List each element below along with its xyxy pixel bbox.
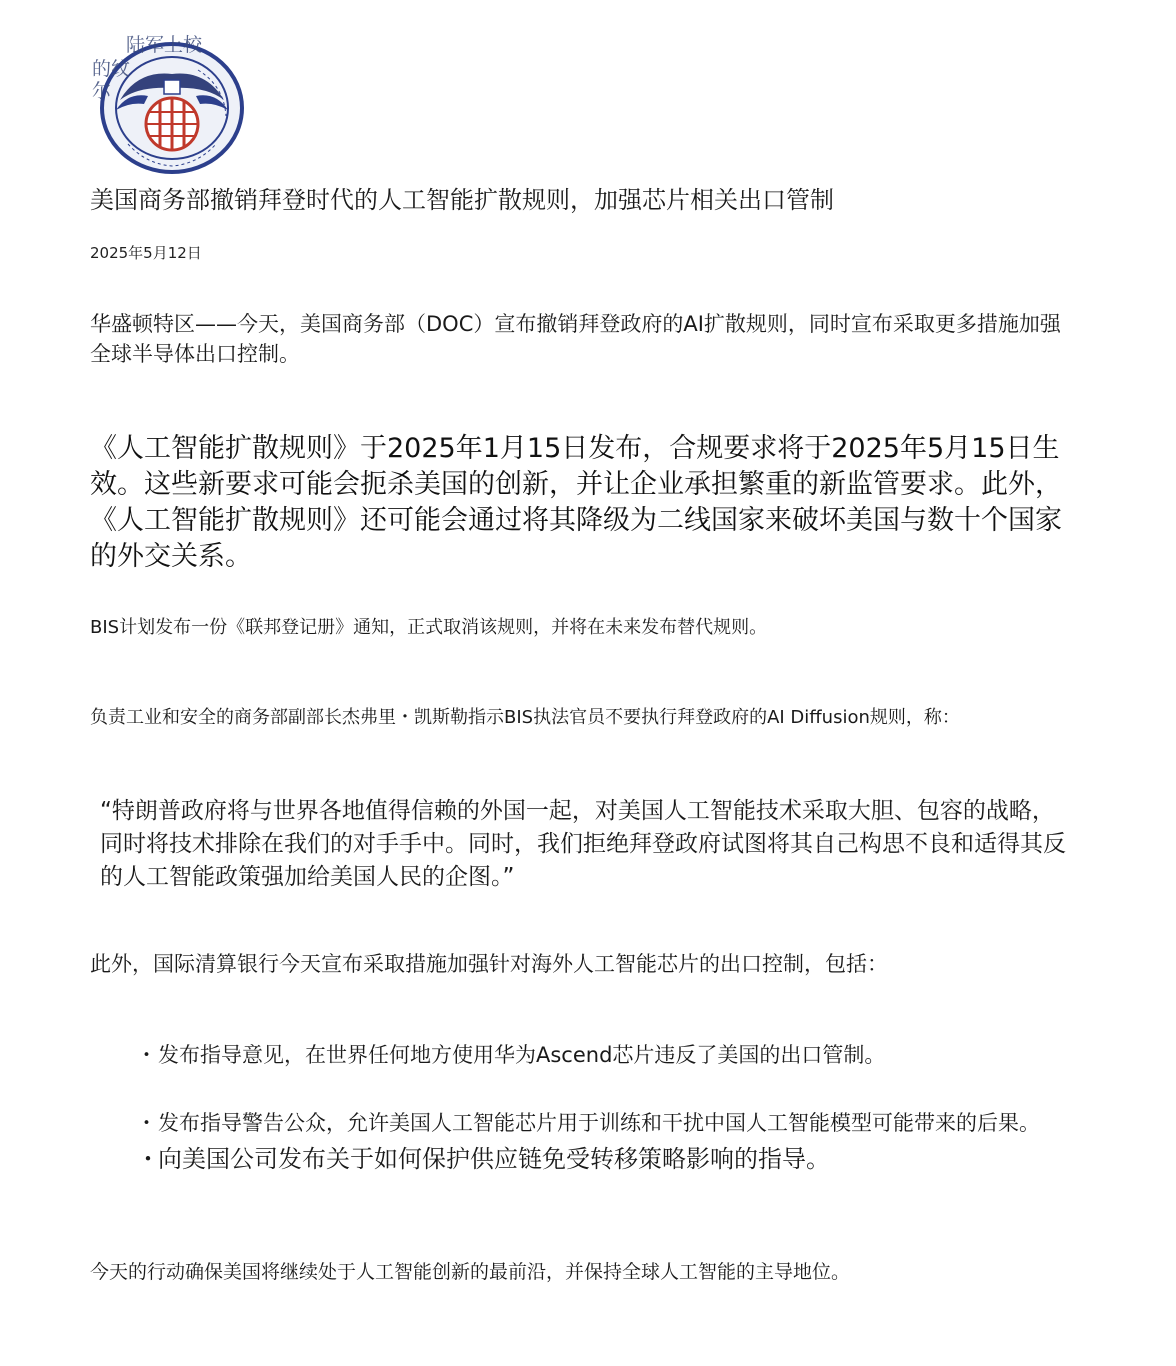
list-item-text: 发布指导警告公众，允许美国人工智能芯片用于训练和干扰中国人工智能模型可能带来的后果。: [158, 1111, 1040, 1135]
seal-overlay-line: 尔: [92, 80, 112, 102]
article-date: 2025年5月12日: [90, 244, 202, 262]
paragraph-closing: 今天的行动确保美国将继续处于人工智能创新的最前沿，并保持全球人工智能的主导地位。: [90, 1261, 851, 1283]
article-title: 美国商务部撤销拜登时代的人工智能扩散规则，加强芯片相关出口管制: [90, 186, 834, 214]
list-item: [132, 1108, 1072, 1138]
bullet-dot-icon: ・: [136, 1043, 157, 1067]
bullet-dot-icon: ・: [136, 1145, 160, 1173]
measures-list: [132, 1040, 1072, 1176]
seal-overlay-text: [92, 34, 252, 104]
paragraph-bis-plan: BIS计划发布一份《联邦登记册》通知，正式取消该规则，并将在未来发布替代规则。: [90, 617, 768, 638]
seal-overlay-line: 陆军上校: [126, 34, 203, 56]
paragraph-diffusion-rule: 《人工智能扩散规则》于2025年1月15日发布，合规要求将于2025年5月15日生效。这些新要求可能会扼杀美国的创新，并让企业承担繁重的新监管要求。此外，《人工智能扩散规则》还可能会通过将其降级为二线国家来破坏美国与数十个国家的外交关系。: [90, 433, 1062, 572]
seal-overlay-line: 的纹: [92, 58, 131, 80]
paragraph-kessler: 负责工业和安全的商务部副部长杰弗里・凯斯勒指示BIS执法官员不要执行拜登政府的AI Diffusion规则，称：: [90, 707, 960, 728]
quote-paragraph: “特朗普政府将与世界各地值得信赖的外国一起，对美国人工智能技术采取大胆、包容的战略，同时将技术排除在我们的对手手中。同时，我们拒绝拜登政府试图将其自己构思不良和适得其反的人工智能政策强加给美国人民的企图。”: [100, 798, 1066, 890]
list-item: [132, 1040, 1072, 1070]
list-item: [132, 1142, 1072, 1176]
list-item-text: 发布指导意见，在世界任何地方使用华为Ascend芯片违反了美国的出口管制。: [158, 1043, 886, 1067]
list-item-text: 向美国公司发布关于如何保护供应链免受转移策略影响的指导。: [158, 1145, 830, 1173]
paragraph-intro: 华盛顿特区——今天，美国商务部（DOC）宣布撤销拜登政府的AI扩散规则，同时宣布采取更多措施加强全球半导体出口控制。: [90, 312, 1061, 366]
bullet-dot-icon: ・: [136, 1111, 157, 1135]
paragraph-measures: 此外，国际清算银行今天宣布采取措施加强针对海外人工智能芯片的出口控制，包括：: [90, 952, 888, 976]
